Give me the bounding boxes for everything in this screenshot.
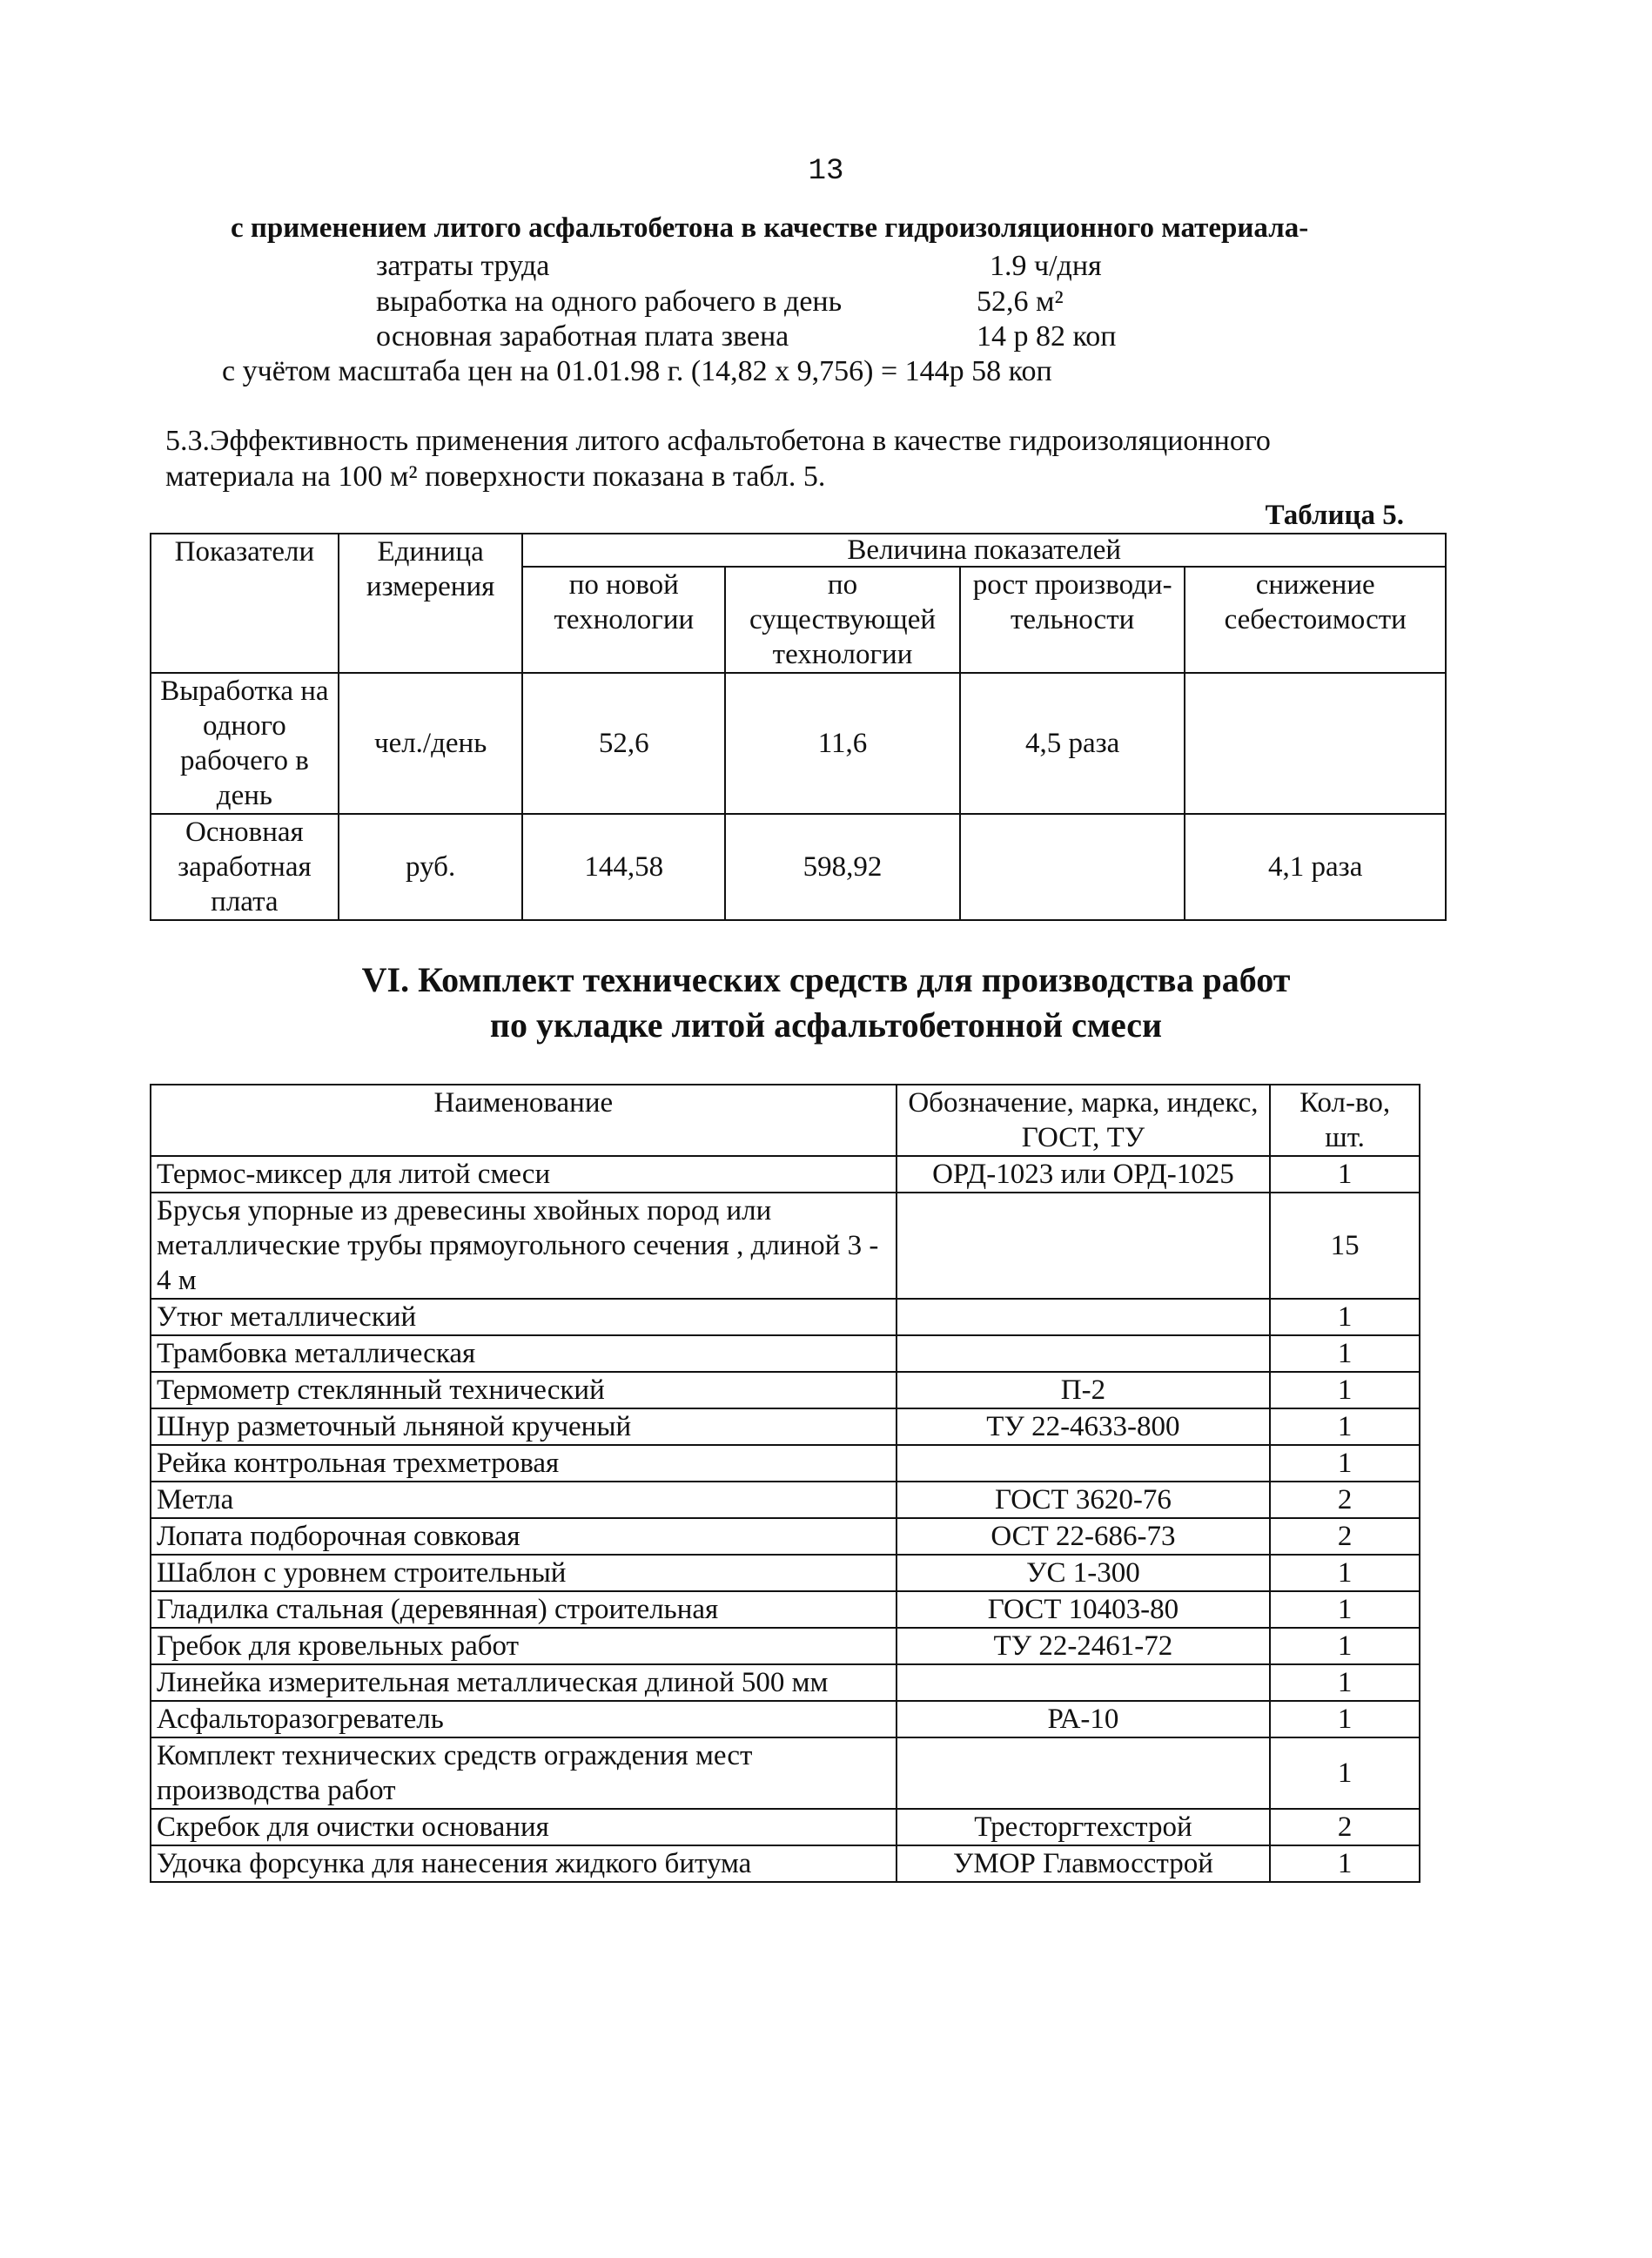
cell-quantity: 1	[1270, 1335, 1420, 1372]
cell-reduction: 4,1 раза	[1185, 814, 1446, 920]
cell-quantity: 1	[1270, 1737, 1420, 1809]
cell-name: Шнур разметочный льняной крученый	[151, 1408, 897, 1445]
table-row	[151, 1299, 1420, 1335]
cell-designation	[897, 1335, 1271, 1372]
cell-quantity: 1	[1270, 1408, 1420, 1445]
cell-quantity: 1	[1270, 1445, 1420, 1482]
cell-quantity: 2	[1270, 1518, 1420, 1555]
table-header-row	[151, 1085, 1420, 1156]
cell-unit: чел./день	[339, 673, 523, 814]
cell-name: Рейка контрольная трехметровая	[151, 1445, 897, 1482]
cell-designation: УМОР Главмосстрой	[897, 1845, 1271, 1882]
cell-reduction	[1185, 673, 1446, 814]
cell-quantity: 2	[1270, 1482, 1420, 1518]
header-designation: Обозначение, марка, индекс, ГОСТ, ТУ	[897, 1085, 1271, 1156]
table-row	[151, 1628, 1420, 1664]
cell-designation: ГОСТ 3620-76	[897, 1482, 1271, 1518]
header-quantity: Кол-во, шт.	[1270, 1085, 1420, 1156]
cell-quantity: 1	[1270, 1591, 1420, 1628]
cell-designation: ОРД-1023 или ОРД-1025	[897, 1156, 1271, 1193]
equipment-table	[150, 1084, 1420, 1883]
scaled-price-note: с учётом масштаба цен на 01.01.98 г. (14,82 х 9,756) = 144р 58 коп	[222, 355, 1052, 387]
cell-designation: ТУ 22-2461-72	[897, 1628, 1271, 1664]
cell-growth	[960, 814, 1185, 920]
table-row	[151, 1518, 1420, 1555]
cell-designation: Тресторгтехстрой	[897, 1809, 1271, 1845]
cell-designation: РА-10	[897, 1701, 1271, 1737]
cell-designation: ТУ 22-4633-800	[897, 1408, 1271, 1445]
page-number: 13	[808, 155, 844, 188]
table-header-row	[151, 534, 1446, 567]
cell-name: Метла	[151, 1482, 897, 1518]
intro-heading: с применением литого асфальтобетона в качестве гидроизоляционного материала-	[231, 212, 1309, 244]
cell-designation: П-2	[897, 1372, 1271, 1408]
cell-designation: УС 1-300	[897, 1555, 1271, 1591]
table-row	[151, 1482, 1420, 1518]
table-row	[151, 1809, 1420, 1845]
cost-label: выработка на одного рабочего в день	[376, 286, 843, 318]
cost-label: затраты труда	[376, 250, 550, 282]
cost-value: 52,6 м²	[977, 286, 1064, 318]
cell-designation	[897, 1664, 1271, 1701]
header-name: Наименование	[151, 1085, 897, 1156]
paragraph-line-1: 5.3.Эффективность применения литого асфальтобетона в качестве гидроизоляционного	[165, 425, 1271, 457]
cell-quantity: 1	[1270, 1664, 1420, 1701]
table-row	[151, 1445, 1420, 1482]
cell-designation	[897, 1445, 1271, 1482]
cost-label: основная заработная плата звена	[376, 320, 789, 353]
table-row	[151, 1193, 1420, 1299]
table-row	[151, 1591, 1420, 1628]
header-unit: Единица измерения	[339, 534, 523, 673]
cell-indicator: Выработка на одного рабочего в день	[151, 673, 339, 814]
table-row	[151, 1408, 1420, 1445]
table-row	[151, 1372, 1420, 1408]
cost-value: 1.9 ч/дня	[990, 250, 1102, 282]
header-existing-technology: по существующей технологии	[725, 567, 960, 673]
cell-new: 144,58	[522, 814, 725, 920]
cell-quantity: 1	[1270, 1628, 1420, 1664]
table-row	[151, 1156, 1420, 1193]
efficiency-table	[150, 533, 1447, 921]
cell-existing: 11,6	[725, 673, 960, 814]
cell-name: Асфальторазогреватель	[151, 1701, 897, 1737]
cell-designation: ОСТ 22-686-73	[897, 1518, 1271, 1555]
cell-quantity: 1	[1270, 1555, 1420, 1591]
cell-quantity: 1	[1270, 1156, 1420, 1193]
cell-designation	[897, 1193, 1271, 1299]
cost-value: 14 р 82 коп	[977, 320, 1117, 353]
table-row	[151, 814, 1446, 920]
cell-name: Утюг металлический	[151, 1299, 897, 1335]
table-row	[151, 673, 1446, 814]
cell-name: Линейка измерительная металлическая длиной 500 мм	[151, 1664, 897, 1701]
cell-quantity: 1	[1270, 1299, 1420, 1335]
cell-existing: 598,92	[725, 814, 960, 920]
cell-designation	[897, 1299, 1271, 1335]
table-row	[151, 1664, 1420, 1701]
header-new-technology: по новой технологии	[522, 567, 725, 673]
cell-name: Термометр стеклянный технический	[151, 1372, 897, 1408]
table-row	[151, 1555, 1420, 1591]
cell-growth: 4,5 раза	[960, 673, 1185, 814]
section-title	[0, 958, 1652, 1048]
table-row	[151, 1701, 1420, 1737]
table-row	[151, 1335, 1420, 1372]
cell-unit: руб.	[339, 814, 523, 920]
section-title-line-1: VI. Комплект технических средств для производства работ	[361, 960, 1291, 999]
header-productivity-growth: рост производи-тельности	[960, 567, 1185, 673]
table-5-caption: Таблица 5.	[1265, 500, 1404, 531]
cell-new: 52,6	[522, 673, 725, 814]
cell-name: Брусья упорные из древесины хвойных пород или металлические трубы прямоугольного сечения , длиной 3 - 4 м	[151, 1193, 897, 1299]
cell-indicator: Основная заработная плата	[151, 814, 339, 920]
cell-name: Термос-миксер для литой смеси	[151, 1156, 897, 1193]
table-row	[151, 1737, 1420, 1809]
cell-name: Комплект технических средств ограждения мест производства работ	[151, 1737, 897, 1809]
cell-name: Лопата подборочная совковая	[151, 1518, 897, 1555]
cell-quantity: 2	[1270, 1809, 1420, 1845]
cell-quantity: 1	[1270, 1845, 1420, 1882]
paragraph-line-2: материала на 100 м² поверхности показана в табл. 5.	[165, 460, 826, 493]
cell-name: Гладилка стальная (деревянная) строительная	[151, 1591, 897, 1628]
header-values-group: Величина показателей	[522, 534, 1446, 567]
equipment-table-body	[151, 1156, 1420, 1882]
cell-name: Шаблон с уровнем строительный	[151, 1555, 897, 1591]
cell-name: Гребок для кровельных работ	[151, 1628, 897, 1664]
table-row	[151, 1845, 1420, 1882]
cell-designation	[897, 1737, 1271, 1809]
cell-name: Удочка форсунка для нанесения жидкого битума	[151, 1845, 897, 1882]
cell-quantity: 15	[1270, 1193, 1420, 1299]
cell-name: Трамбовка металлическая	[151, 1335, 897, 1372]
header-cost-reduction: снижение себестоимости	[1185, 567, 1446, 673]
section-title-line-2: по укладке литой асфальтобетонной смеси	[489, 1005, 1163, 1045]
cell-quantity: 1	[1270, 1372, 1420, 1408]
cell-quantity: 1	[1270, 1701, 1420, 1737]
header-indicators: Показатели	[151, 534, 339, 673]
cell-designation: ГОСТ 10403-80	[897, 1591, 1271, 1628]
cell-name: Скребок для очистки основания	[151, 1809, 897, 1845]
